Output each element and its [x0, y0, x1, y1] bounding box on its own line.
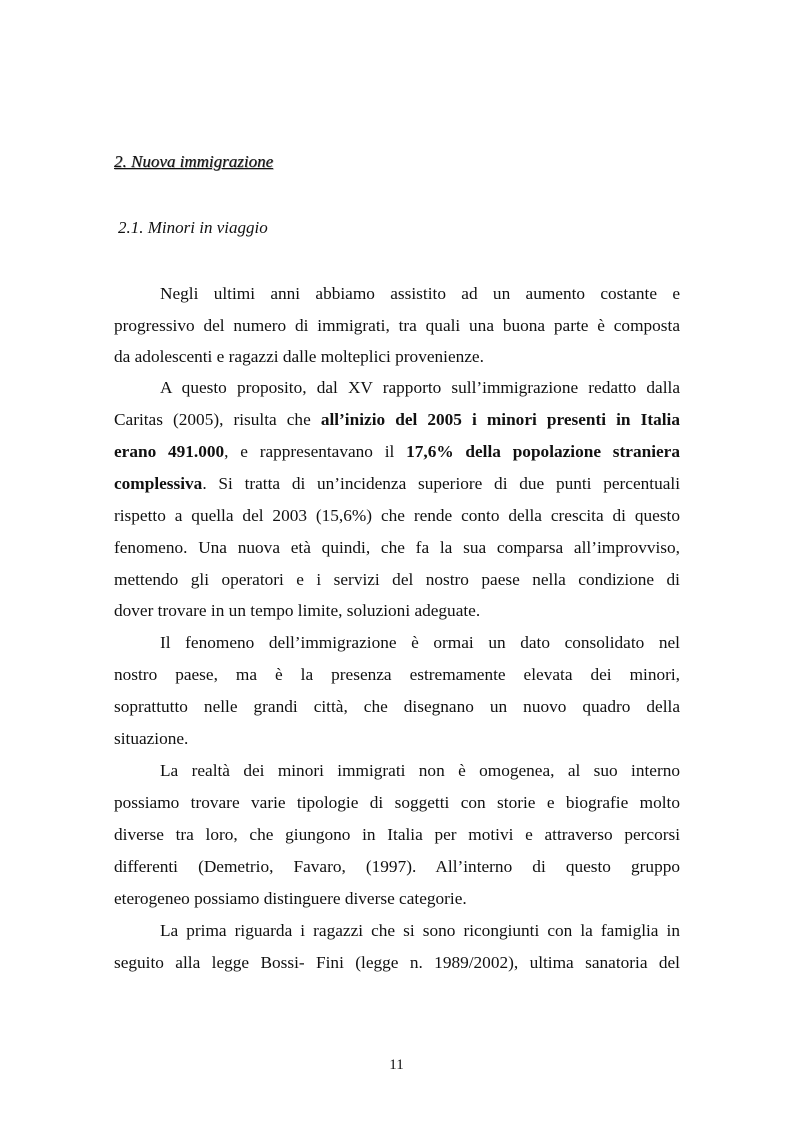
- body-line: A questo proposito, dal XV rapporto sull’immigrazione redatto dalla: [160, 378, 680, 397]
- body-text: Caritas (2005), risulta che: [114, 410, 321, 429]
- body-line: La realtà dei minori immigrati non è omogenea, al suo interno: [160, 761, 680, 780]
- body-line: mettendo gli operatori e i servizi del nostro paese nella condizione di: [114, 570, 680, 589]
- subsection-heading: 2.1. Minori in viaggio: [118, 218, 268, 237]
- bold-text: complessiva: [114, 474, 203, 493]
- body-line: eterogeneo possiamo distinguere diverse categorie.: [114, 889, 467, 908]
- body-line: seguito alla legge Bossi- Fini (legge n. 1989/2002), ultima sanatoria del: [114, 953, 680, 972]
- bold-text: all’inizio del 2005 i minori presenti in Italia: [320, 410, 680, 429]
- body-text: , e rappresentavano il: [224, 442, 407, 461]
- body-text: . Si tratta di un’incidenza superiore di due punti percentuali: [202, 474, 680, 493]
- body-line: La prima riguarda i ragazzi che si sono ricongiunti con la famiglia in: [160, 921, 680, 940]
- body-line: da adolescenti e ragazzi dalle molteplici provenienze.: [114, 347, 484, 366]
- body-line: progressivo del numero di immigrati, tra quali una buona parte è composta: [114, 316, 680, 335]
- page-number: 11: [389, 1057, 404, 1073]
- body-line: soprattutto nelle grandi città, che disegnano un nuovo quadro della: [114, 697, 680, 716]
- body-line: fenomeno. Una nuova età quindi, che fa la sua comparsa all’improvviso,: [114, 538, 680, 557]
- body-line: Il fenomeno dell’immigrazione è ormai un dato consolidato nel: [160, 633, 680, 652]
- bold-text: 17,6% della popolazione straniera: [406, 442, 680, 461]
- bold-text: erano 491.000: [114, 442, 225, 461]
- body-line: Negli ultimi anni abbiamo assistito ad un aumento costante e: [160, 284, 680, 303]
- body-line: possiamo trovare varie tipologie di soggetti con storie e biografie molto: [114, 793, 680, 812]
- body-line: [114, 410, 680, 430]
- body-line: differenti (Demetrio, Favaro, (1997). All’interno di questo gruppo: [114, 857, 680, 876]
- section-heading: 2. Nuova immigrazione: [114, 152, 274, 171]
- body-line: nostro paese, ma è la presenza estremamente elevata dei minori,: [114, 665, 680, 684]
- body-line: dover trovare in un tempo limite, soluzioni adeguate.: [114, 601, 481, 620]
- body-line: diverse tra loro, che giungono in Italia per motivi e attraverso percorsi: [114, 825, 680, 844]
- body-line: situazione.: [114, 729, 189, 748]
- body-line: [114, 474, 680, 494]
- body-line: rispetto a quella del 2003 (15,6%) che rende conto della crescita di questo: [114, 506, 680, 525]
- body-line: [114, 442, 680, 462]
